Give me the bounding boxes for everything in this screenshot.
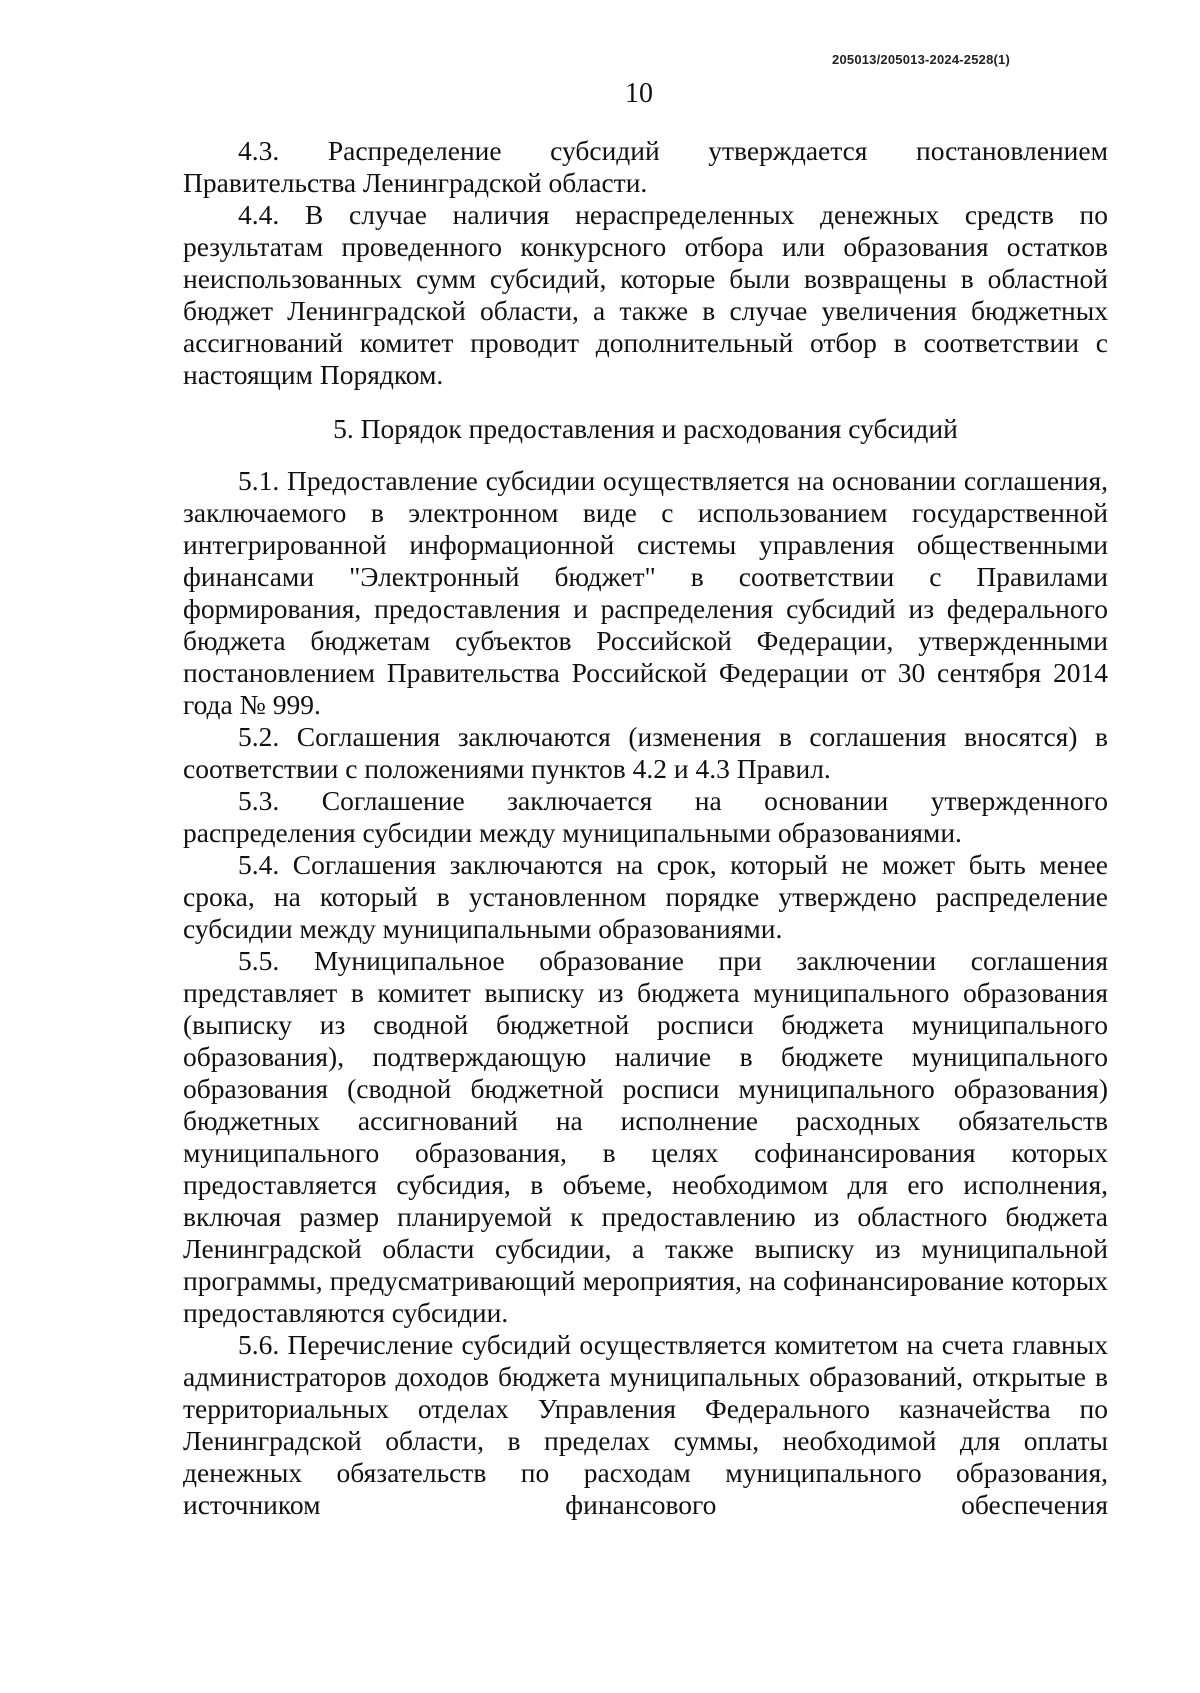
paragraph-4-4: 4.4. В случае наличия нераспределенных денежных средств по результатам проведенного конкурсного отбора или образования остатков неиспользованных сумм субсидий, которые были возвращены в областной бюджет Ленинградской области, а также в случае увеличения бюджетных ассигнований комитет проводит дополнительный отбор в соответствии с настоящим Порядком. bbox=[183, 199, 1108, 390]
page-number: 10 bbox=[625, 78, 653, 109]
paragraph-5-1: 5.1. Предоставление субсидии осуществляется на основании соглашения, заключаемого в электронном виде с использованием государственной интегрированной информационной системы управления общественными финансами "Электронный бюджет" в соответствии с Правилами формирования, предоставления и распределения субсидий из федерального бюджета бюджетам субъектов Российской Федерации, утвержденными постановлением Правительства Российской Федерации от 30 сентября 2014 года № 999. bbox=[183, 465, 1108, 720]
paragraph-5-2: 5.2. Соглашения заключаются (изменения в соглашения вносятся) в соответствии с положениями пунктов 4.2 и 4.3 Правил. bbox=[183, 721, 1108, 784]
paragraph-4-3: 4.3. Распределение субсидий утверждается постановлением Правительства Ленинградской области. bbox=[183, 135, 1108, 198]
document-id: 205013/205013-2024-2528(1) bbox=[832, 52, 1010, 67]
document-body bbox=[183, 135, 1108, 1521]
paragraph-5-5: 5.5. Муниципальное образование при заключении соглашения представляет в комитет выписку из бюджета муниципального образования (выписку из сводной бюджетной росписи бюджета муниципального образования), подтверждающую наличие в бюджете муниципального образования (сводной бюджетной росписи муниципального образования) бюджетных ассигнований на исполнение расходных обязательств муниципального образования, в целях софинансирования которых предоставляется субсидия, в объеме, необходимом для его исполнения, включая размер планируемой к предоставлению из областного бюджета Ленинградской области субсидии, а также выписку из муниципальной программы, предусматривающий мероприятия, на софинансирование которых предоставляются субсидии. bbox=[183, 945, 1108, 1328]
paragraph-5-3: 5.3. Соглашение заключается на основании утвержденного распределения субсидии между муниципальными образованиями. bbox=[183, 785, 1108, 848]
paragraph-5-4: 5.4. Соглашения заключаются на срок, который не может быть менее срока, на который в установленном порядке утверждено распределение субсидии между муниципальными образованиями. bbox=[183, 849, 1108, 944]
paragraph-5-6: 5.6. Перечисление субсидий осуществляется комитетом на счета главных администраторов доходов бюджета муниципальных образований, открытые в территориальных отделах Управления Федерального казначейства по Ленинградской области, в пределах суммы, необходимой для оплаты денежных обязательств по расходам муниципального образования, источником финансового обеспечения bbox=[183, 1329, 1108, 1520]
section-heading: 5. Порядок предоставления и расходования субсидий bbox=[333, 413, 958, 444]
